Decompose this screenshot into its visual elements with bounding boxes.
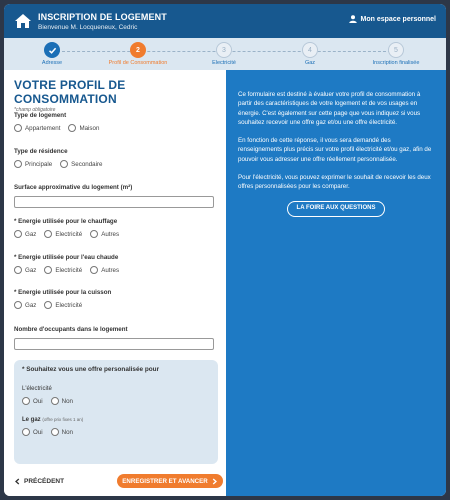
field-label: Type de logement xyxy=(14,112,67,119)
field-label: Nombre d'occupants dans le logement xyxy=(14,326,128,333)
radio-maison[interactable] xyxy=(68,124,99,132)
step-label: Electricité xyxy=(212,60,236,66)
radio-principale[interactable] xyxy=(14,160,52,168)
previous-button[interactable] xyxy=(14,478,64,485)
required-note: *champ obligatoire xyxy=(14,107,56,113)
type-logement-group xyxy=(14,112,107,132)
radio-offer-gaz-oui[interactable] xyxy=(22,428,43,436)
step-label: Adresse xyxy=(41,60,63,66)
radio-chauffage-gaz[interactable] xyxy=(14,230,36,238)
radio-circle[interactable] xyxy=(44,230,52,238)
app-frame xyxy=(4,4,446,496)
occupants-input[interactable] xyxy=(14,338,214,350)
step-label: Profil de Consommation xyxy=(108,60,168,66)
radio-chauffage-electricite[interactable] xyxy=(44,230,82,238)
next-label: ENREGISTRER ET AVANCER xyxy=(122,477,208,485)
main xyxy=(4,70,446,496)
radio-circle[interactable] xyxy=(68,124,76,132)
radio-circle[interactable] xyxy=(14,266,22,274)
step-profil xyxy=(103,42,173,66)
option-label: Non xyxy=(61,397,73,405)
account-label: Mon espace personnel xyxy=(360,15,436,23)
type-residence-group xyxy=(14,148,110,168)
chevron-right-icon xyxy=(211,478,218,485)
save-and-next-button[interactable] xyxy=(117,474,223,488)
surface-group xyxy=(14,184,214,208)
option-label: Oui xyxy=(33,397,43,405)
option-label: Secondaire xyxy=(71,160,103,168)
info-paragraph-2: En fonction de cette réponse, il vous sera demandé des renseignements plus précis sur votre profil électricité et/ou gaz, afin de pouvoir vous adresser une offre réellement personnalisée. xyxy=(238,137,432,163)
radio-circle[interactable] xyxy=(44,301,52,309)
option-label: Gaz xyxy=(25,230,37,238)
radio-circle[interactable] xyxy=(51,397,59,405)
info-paragraph-1: Ce formulaire est destiné à évaluer votre profil de consommation à partir des caractéristiques de votre logement et de vos usages en énergie. C'est également sur cette page que vous indiquez si vous souhaitez recevoir une offre gaz et/ou une offre électricité. xyxy=(238,91,421,126)
welcome-text: Bienvenue M. Locqueneux, Cedric xyxy=(38,23,138,31)
radio-circle[interactable] xyxy=(44,266,52,274)
step-number: 2 xyxy=(130,42,146,58)
gaz-offer-label xyxy=(22,417,210,423)
account-link[interactable] xyxy=(349,15,436,23)
faq-button[interactable]: LA FOIRE AUX QUESTIONS xyxy=(287,201,385,217)
radio-circle[interactable] xyxy=(14,301,22,309)
radio-circle[interactable] xyxy=(22,428,30,436)
radio-offer-gaz-non[interactable] xyxy=(51,428,73,436)
option-label: Autres xyxy=(101,266,120,274)
option-label: Gaz xyxy=(25,301,37,309)
radio-eau-autres[interactable] xyxy=(90,266,119,274)
chauffage-group xyxy=(14,218,127,238)
radio-circle[interactable] xyxy=(90,266,98,274)
radio-cuisson-electricite[interactable] xyxy=(44,301,82,309)
header-text xyxy=(38,12,167,31)
step-number: 5 xyxy=(388,42,404,58)
radio-eau-electricite[interactable] xyxy=(44,266,82,274)
step-label: Inscription finalisée xyxy=(372,60,420,66)
progress-steps xyxy=(4,38,446,70)
previous-label: PRÉCÉDENT xyxy=(24,478,65,485)
gaz-label: Le gaz xyxy=(22,417,41,423)
header xyxy=(4,4,446,38)
option-label: Non xyxy=(61,428,73,436)
option-label: Principale xyxy=(25,160,53,168)
field-label: Surface approximative du logement (m²) xyxy=(14,184,133,191)
electricite-label: L'électricité xyxy=(22,386,52,392)
field-label: Type de résidence xyxy=(14,148,68,155)
option-label: Maison xyxy=(79,124,100,132)
surface-input[interactable] xyxy=(14,196,214,208)
gaz-small-note: (offre prix fixes 1 an) xyxy=(42,417,84,422)
option-label: Gaz xyxy=(25,266,37,274)
occupants-group xyxy=(14,326,214,350)
field-label: * Energie utilisée pour l'eau chaude xyxy=(14,254,119,261)
radio-offer-elec-oui[interactable] xyxy=(22,397,43,405)
info-panel xyxy=(226,70,446,496)
page-title: INSCRIPTION DE LOGEMENT xyxy=(38,11,167,22)
step-number: 4 xyxy=(302,42,318,58)
radio-offer-elec-non[interactable] xyxy=(51,397,73,405)
radio-circle[interactable] xyxy=(14,124,22,132)
step-inscription xyxy=(361,42,431,66)
step-label: Gaz xyxy=(304,60,316,66)
radio-circle[interactable] xyxy=(22,397,30,405)
field-label: * Energie utilisée pour le chauffage xyxy=(14,218,118,225)
radio-circle[interactable] xyxy=(60,160,68,168)
step-number: 3 xyxy=(216,42,232,58)
radio-eau-gaz[interactable] xyxy=(14,266,36,274)
check-icon xyxy=(44,42,60,58)
radio-appartement[interactable] xyxy=(14,124,60,132)
option-label: Appartement xyxy=(25,124,61,132)
eau-chaude-group xyxy=(14,254,127,274)
home-icon xyxy=(14,13,32,29)
field-label: * Energie utilisée pour la cuisson xyxy=(14,289,112,296)
radio-cuisson-gaz[interactable] xyxy=(14,301,36,309)
radio-circle[interactable] xyxy=(14,160,22,168)
cuisson-group xyxy=(14,289,111,309)
info-paragraph-3: Pour l'électricité, vous pouvez exprimer le souhait de recevoir les deux offres personnalisées pour les comparer. xyxy=(238,174,431,191)
user-icon xyxy=(349,15,357,23)
radio-circle[interactable] xyxy=(90,230,98,238)
option-label: Electricité xyxy=(55,266,83,274)
step-gaz xyxy=(275,42,345,66)
form-title: VOTRE PROFIL DE CONSOMMATION xyxy=(14,78,126,106)
form-panel xyxy=(4,70,226,496)
option-label: Autres xyxy=(101,230,120,238)
option-label: Electricité xyxy=(55,230,83,238)
radio-chauffage-autres[interactable] xyxy=(90,230,119,238)
offer-title: * Souhaitez vous une offre personalisée pour xyxy=(22,366,160,373)
step-electricite xyxy=(189,42,259,66)
offer-box xyxy=(14,360,218,464)
option-label: Electricité xyxy=(55,301,83,309)
step-adresse[interactable] xyxy=(17,42,87,66)
radio-circle[interactable] xyxy=(51,428,59,436)
radio-secondaire[interactable] xyxy=(60,160,102,168)
radio-circle[interactable] xyxy=(14,230,22,238)
option-label: Oui xyxy=(33,428,43,436)
chevron-left-icon xyxy=(14,478,21,485)
